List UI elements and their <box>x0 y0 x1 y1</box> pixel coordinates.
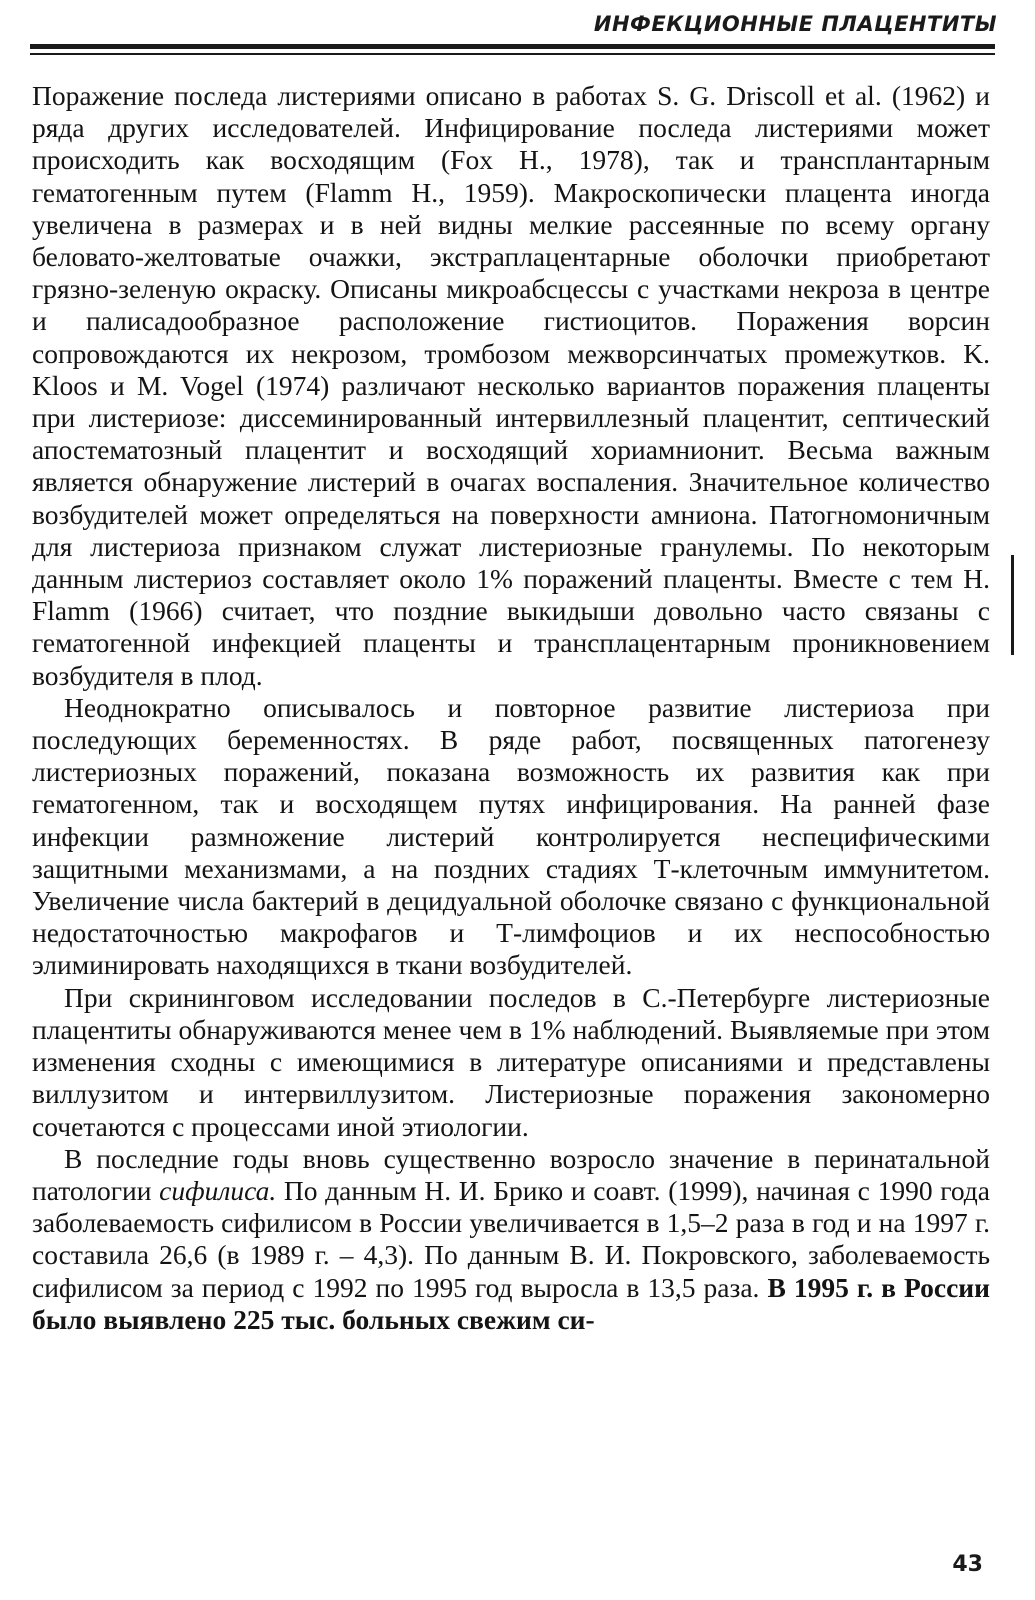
paragraph-screening: При скрининговом исследовании последов в С.-Петербурге листериозные плацентиты обнаруживаются менее чем в 1% наблюдений. Выявляемые при этом изменения сходны с имеющимися в литературе описаниями и представлены виллузитом и интервиллузитом. Листериозные поражения закономерно сочетаются с процессами иной этиологии. <box>32 981 990 1142</box>
margin-mark <box>1011 555 1014 655</box>
page-number: 43 <box>952 1552 983 1577</box>
running-head: ИНФЕКЦИОННЫЕ ПЛАЦЕНТИТЫ <box>593 12 997 36</box>
syphilis-text-bold: В 1995 г. в России было выявлено 225 тыс. больных свежим си- <box>32 1271 990 1335</box>
text-body <box>32 80 990 1336</box>
syphilis-text-start: В последние годы вновь существенно возросло значение в перинатальной патологии <box>32 1142 990 1206</box>
paragraph-recurrence: Неоднократно описывалось и повторное развитие листериоза при последующих беременностях. В ряде работ, посвященных патогенезу листериозных поражений, показана возможность их развития как при гематогенном, так и восходящем путях инфицирования. На ранней фазе инфекции размножение листерий контролируется неспецифическими защитными механизмами, а на поздних стадиях Т-клеточным иммунитетом. Увеличение числа бактерий в децидуальной оболочке связано с функциональной недостаточностью макрофагов и Т-лимфоциов и их неспособностью элиминировать находящихся в ткани возбудителей. <box>32 691 990 981</box>
paragraph-syphilis <box>32 1143 990 1336</box>
syphilis-term: сифилиса. <box>159 1174 277 1206</box>
header-rule-thin <box>30 53 995 55</box>
paragraph-listeria: Поражение последа листериями описано в работах S. G. Driscoll et al. (1962) и ряда других исследователей. Инфицирование последа листериями может происходить как восходящим (Fox H., 1978), так и трансплантарным гематогенным путем (Flamm H., 1959). Макроскопически плацента иногда увеличена в размерах и в ней видны мелкие рассеянные по всему органу беловато-желтоватые очажки, экстраплацентарные оболочки приобретают грязно-зеленую окраску. Описаны микроабсцессы с участками некроза в центре и палисадообразное расположение гистиоцитов. Поражения ворсин сопровождаются их некрозом, тромбозом межворсинчатых промежутков. K. Kloos и M. Vogel (1974) различают несколько вариантов поражения плаценты при листериозе: диссеминированный интервиллезный плацентит, септический апостематозный плацентит и восходящий хориамнионит. Весьма важным является обнаружение листерий в очагах воспаления. Значительное количество возбудителей может определяться на поверхности амниона. Патогномоничным для листериоза признаком служат листериозные гранулемы. По некоторым данным листериоз составляет около 1% поражений плаценты. Вместе с тем H. Flamm (1966) считает, что поздние выкидыши довольно часто связаны с гематогенной инфекцией плаценты и трансплацентарным проникновением возбудителя в плод. <box>32 80 990 691</box>
header-rule-thick <box>30 44 995 49</box>
syphilis-text-middle: По данным Н. И. Брико и соавт. (1999), начиная с 1990 года заболеваемость сифилисом в России увеличивается в 1,5–2 раза в год и на 1997 г. составила 26,6 (в 1989 г. – 4,3). По данным В. И. Покровского, заболеваемость сифилисом за период с 1992 по 1995 год выросла в 13,5 раза. <box>32 1174 990 1303</box>
